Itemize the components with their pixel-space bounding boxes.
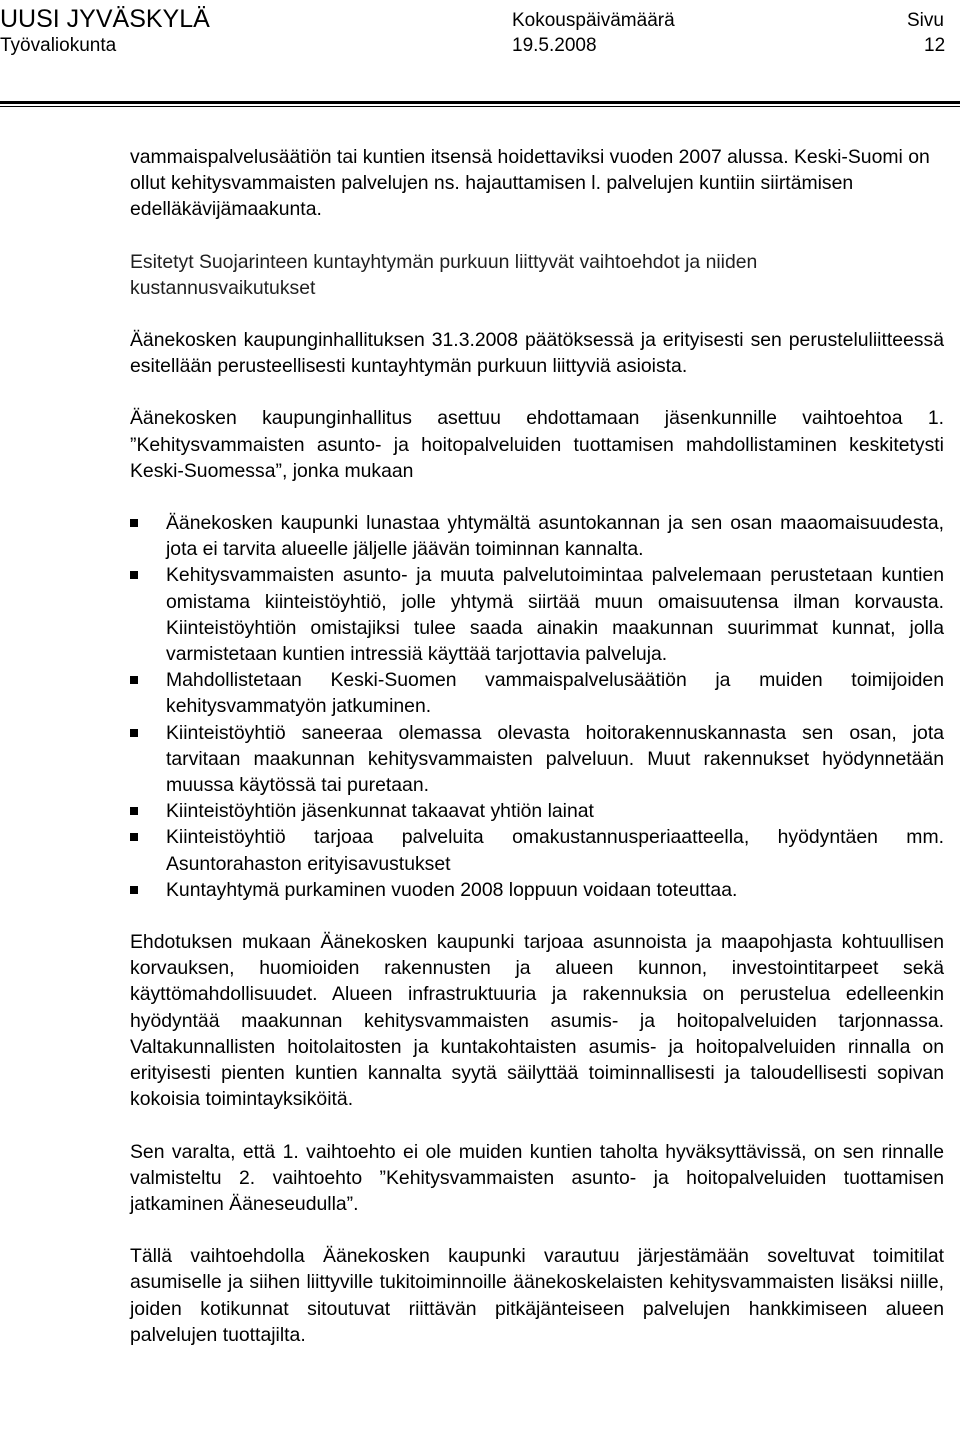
list-item-text: Kiinteistöyhtiö tarjoaa palveluita omakustannusperiaatteella, hyödyntäen mm. Asuntorahaston erityisavustukset [166, 826, 944, 875]
list-item-text: Kehitysvammaisten asunto- ja muuta palvelutoimintaa palvelemaan perustetaan kuntien omistama kiinteistöyhtiö, jolle yhtymä siirtää muun omaisuutensa ilman korvausta. Kiinteistöyhtiön omistajiksi tulee saada ainakin maakunnan suurimmat kunnat, jolla varmistetaan kuntien intressiä käyttää tarjottavia palveluja. [166, 564, 944, 666]
list-item [130, 798, 944, 824]
bullet-square-icon [130, 571, 138, 579]
header-rule-thin [0, 106, 960, 107]
paragraph-decision: Äänekosken kaupunginhallituksen 31.3.2008 päätöksessä ja erityisesti sen perusteluliitteessä esitellään perusteellisesti kuntayhtymän purkuun liittyviä asioista. [130, 329, 944, 378]
department-name: Työvaliokunta [0, 35, 117, 56]
list-item-text: Kiinteistöyhtiö saneeraa olemassa olevasta hoitorakennuskannasta sen osan, jota tarvitaan maakunnan kehitysvammaisten palveluun. Muut rakennukset hyödynnetään muussa käytössä tai puretaan. [166, 721, 944, 797]
paragraph-facilities: Tällä vaihtoehdolla Äänekosken kaupunki varautuu järjestämään soveltuvat toimitilat asumiselle ja siihen liittyville tukitoiminnoille äänekoskelaisten kehitysvammaisten lisäksi niille, joiden kotikunnat sitoutuvat riittävän pitkäjänteiseen palvelujen hankkimiseen alueen palvelujen tuottajilta. [130, 1245, 944, 1346]
bullet-square-icon [130, 886, 138, 894]
document-body [130, 144, 944, 1348]
section-heading: Esitetyt Suojarinteen kuntayhtymän purkuun liittyvät vaihtoehdot ja niiden kustannusvaikutukset [130, 250, 758, 299]
list-item-text: Äänekosken kaupunki lunastaa yhtymältä asuntokannan ja sen osan maaomaisuudesta, jota ei tarvita alueelle jäljelle jäävän toiminnan kannalta. [166, 512, 944, 561]
list-item-text: Mahdollistetaan Keski-Suomen vammaispalvelusäätiön ja muiden toimijoiden kehitysvammatyön jatkuminen. [166, 669, 944, 718]
header-rule-thick [0, 101, 960, 104]
list-item [130, 562, 944, 667]
paragraph-compensation: Ehdotuksen mukaan Äänekosken kaupunki tarjoaa asunnoista ja maapohjasta kohtuullisen korvauksen, huomioiden rakennusten ja alueen kunnon, investointitarpeet sekä käyttömahdollisuudet. Alueen infrastruktuuria ja rakennuksia on perustelua edelleenkin hyödyntää maakunnan kehitysvammaisten asumis- ja hoitopalveluiden tarjonnassa. Valtakunnallisten hoitolaitosten ja kuntakohtaisten asumis- ja hoitopalveluiden rinnalla on erityisesti pienten kuntien kannalta syytä säilyttää toiminnallisesti ja taloudellisesti sopivan kokoisia toimintayksiköitä. [130, 931, 944, 1111]
bullet-square-icon [130, 519, 138, 527]
list-item [130, 720, 944, 799]
bullet-square-icon [130, 729, 138, 737]
bullet-square-icon [130, 676, 138, 684]
list-item-text: Kiinteistöyhtiön jäsenkunnat takaavat yhtiön lainat [166, 800, 594, 823]
page-label: Sivu [907, 10, 944, 31]
bullet-square-icon [130, 833, 138, 841]
organization-name: UUSI JYVÄSKYLÄ [0, 5, 210, 33]
list-item [130, 877, 944, 903]
meeting-date-value: 19.5.2008 [512, 35, 597, 56]
list-item [130, 824, 944, 876]
list-item-text: Kuntayhtymä purkaminen vuoden 2008 loppuun voidaan toteuttaa. [166, 878, 738, 901]
list-item [130, 667, 944, 719]
meeting-date-label: Kokouspäivämäärä [512, 10, 675, 31]
proposal-bullet-list [130, 510, 944, 903]
bullet-square-icon [130, 807, 138, 815]
page-number: 12 [924, 35, 946, 56]
list-item [130, 510, 944, 562]
paragraph-intro: vammaispalvelusäätiön tai kuntien itsensä hoidettaviksi vuoden 2007 alussa. Keski-Suomi on ollut kehitysvammaisten palvelujen ns. hajauttamisen l. palvelujen kuntiin siirtämisen edelläkävijämaakunta. [130, 146, 930, 221]
paragraph-proposal: Äänekosken kaupunginhallitus asettuu ehdottamaan jäsenkunnille vaihtoehtoa 1. ”Kehitysvammaisten asunto- ja hoitopalveluiden tuottamisen mahdollistaminen keskitetysti Keski-Suomessa”, jonka mukaan [130, 407, 944, 482]
paragraph-alternative: Sen varalta, että 1. vaihtoehto ei ole muiden kuntien taholta hyväksyttävissä, on sen rinnalle valmisteltu 2. vaihtoehto ”Kehitysvammaisten asunto- ja hoitopalveluiden tuottamisen jatkaminen Ääneseudulla”. [130, 1140, 944, 1215]
